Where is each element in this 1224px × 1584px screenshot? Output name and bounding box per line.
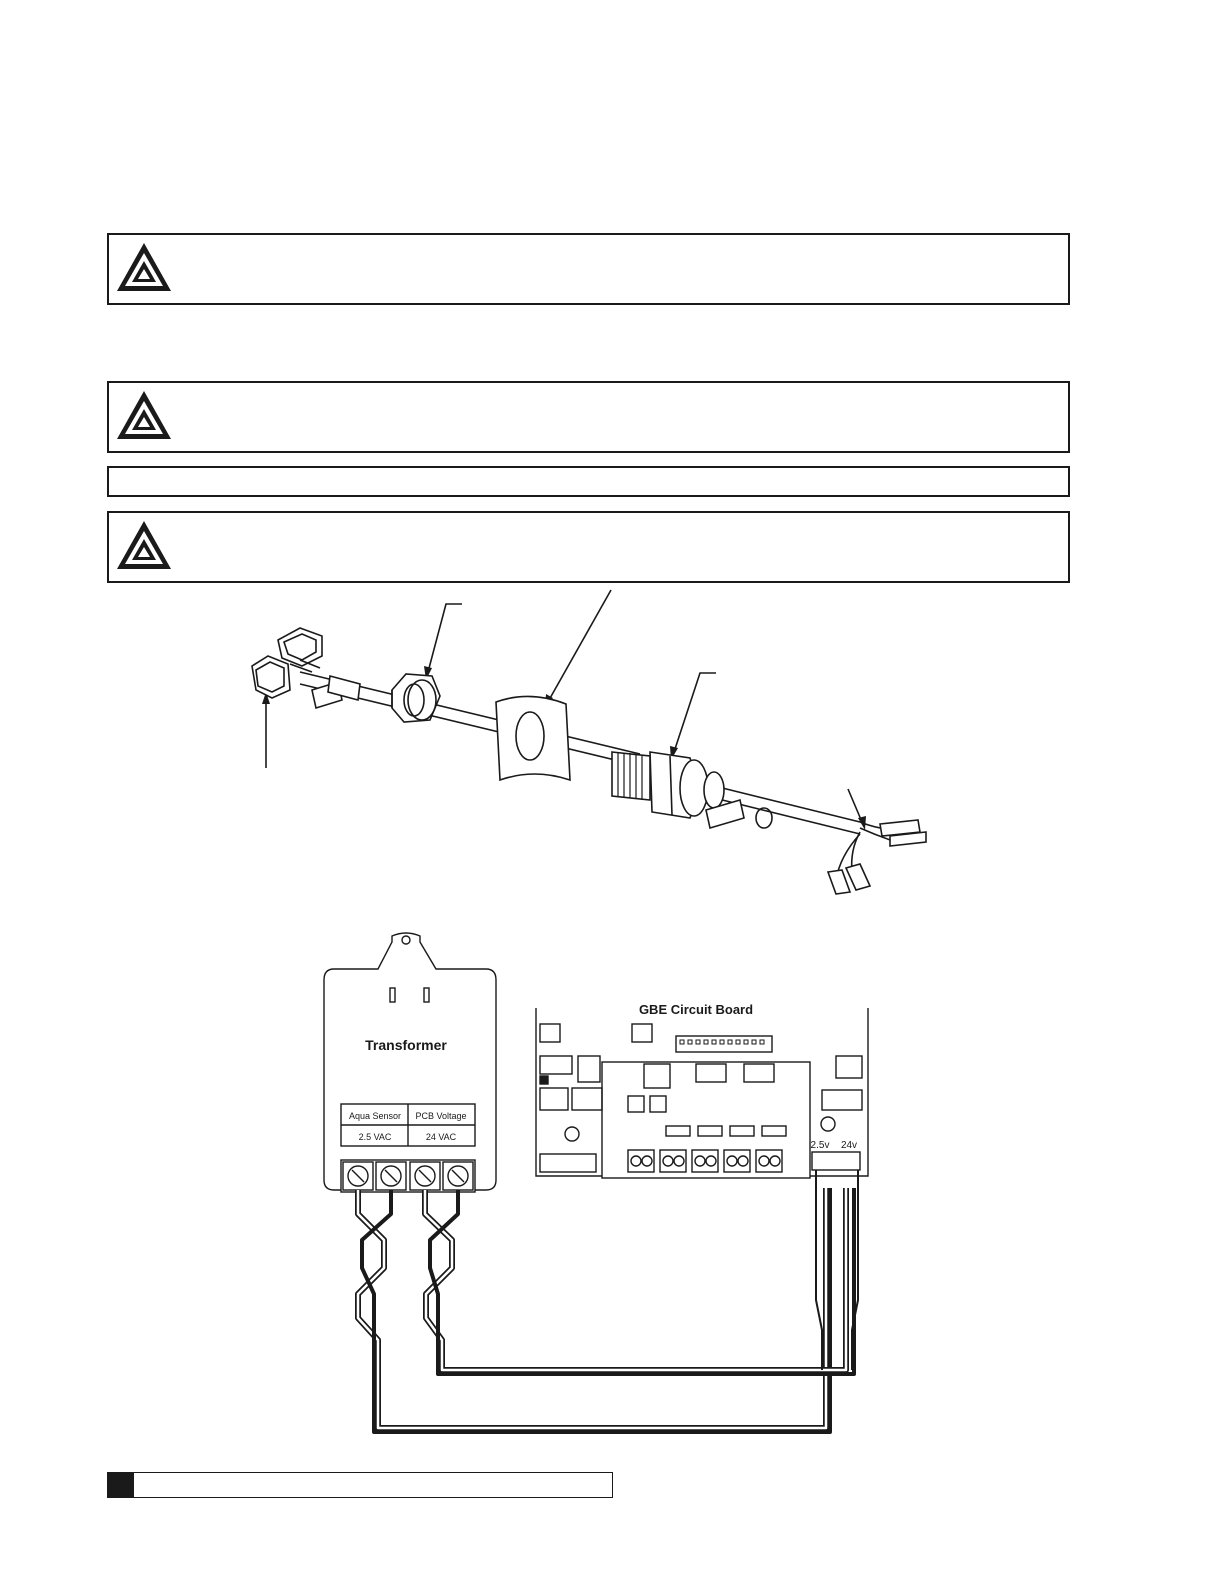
terminal-25-label: 2.5v (810, 1140, 830, 1151)
footer-bar (133, 1472, 613, 1498)
wire-pcb-black (430, 1188, 854, 1374)
pcb-voltage-label: PCB Voltage (415, 1111, 467, 1121)
page-number-block (107, 1472, 135, 1498)
board-label: GBE Circuit Board (638, 1002, 754, 1017)
wire-pcb-white (425, 1188, 846, 1370)
aqua-sensor-label: Aqua Sensor (348, 1111, 402, 1121)
aqua-sensor-voltage: 2.5 VAC (358, 1132, 392, 1142)
pcb-voltage-value: 24 VAC (425, 1132, 457, 1142)
transformer-label: Transformer (365, 1037, 447, 1053)
transformer-body (324, 933, 496, 1190)
terminal-24-label: 24v (840, 1140, 858, 1151)
